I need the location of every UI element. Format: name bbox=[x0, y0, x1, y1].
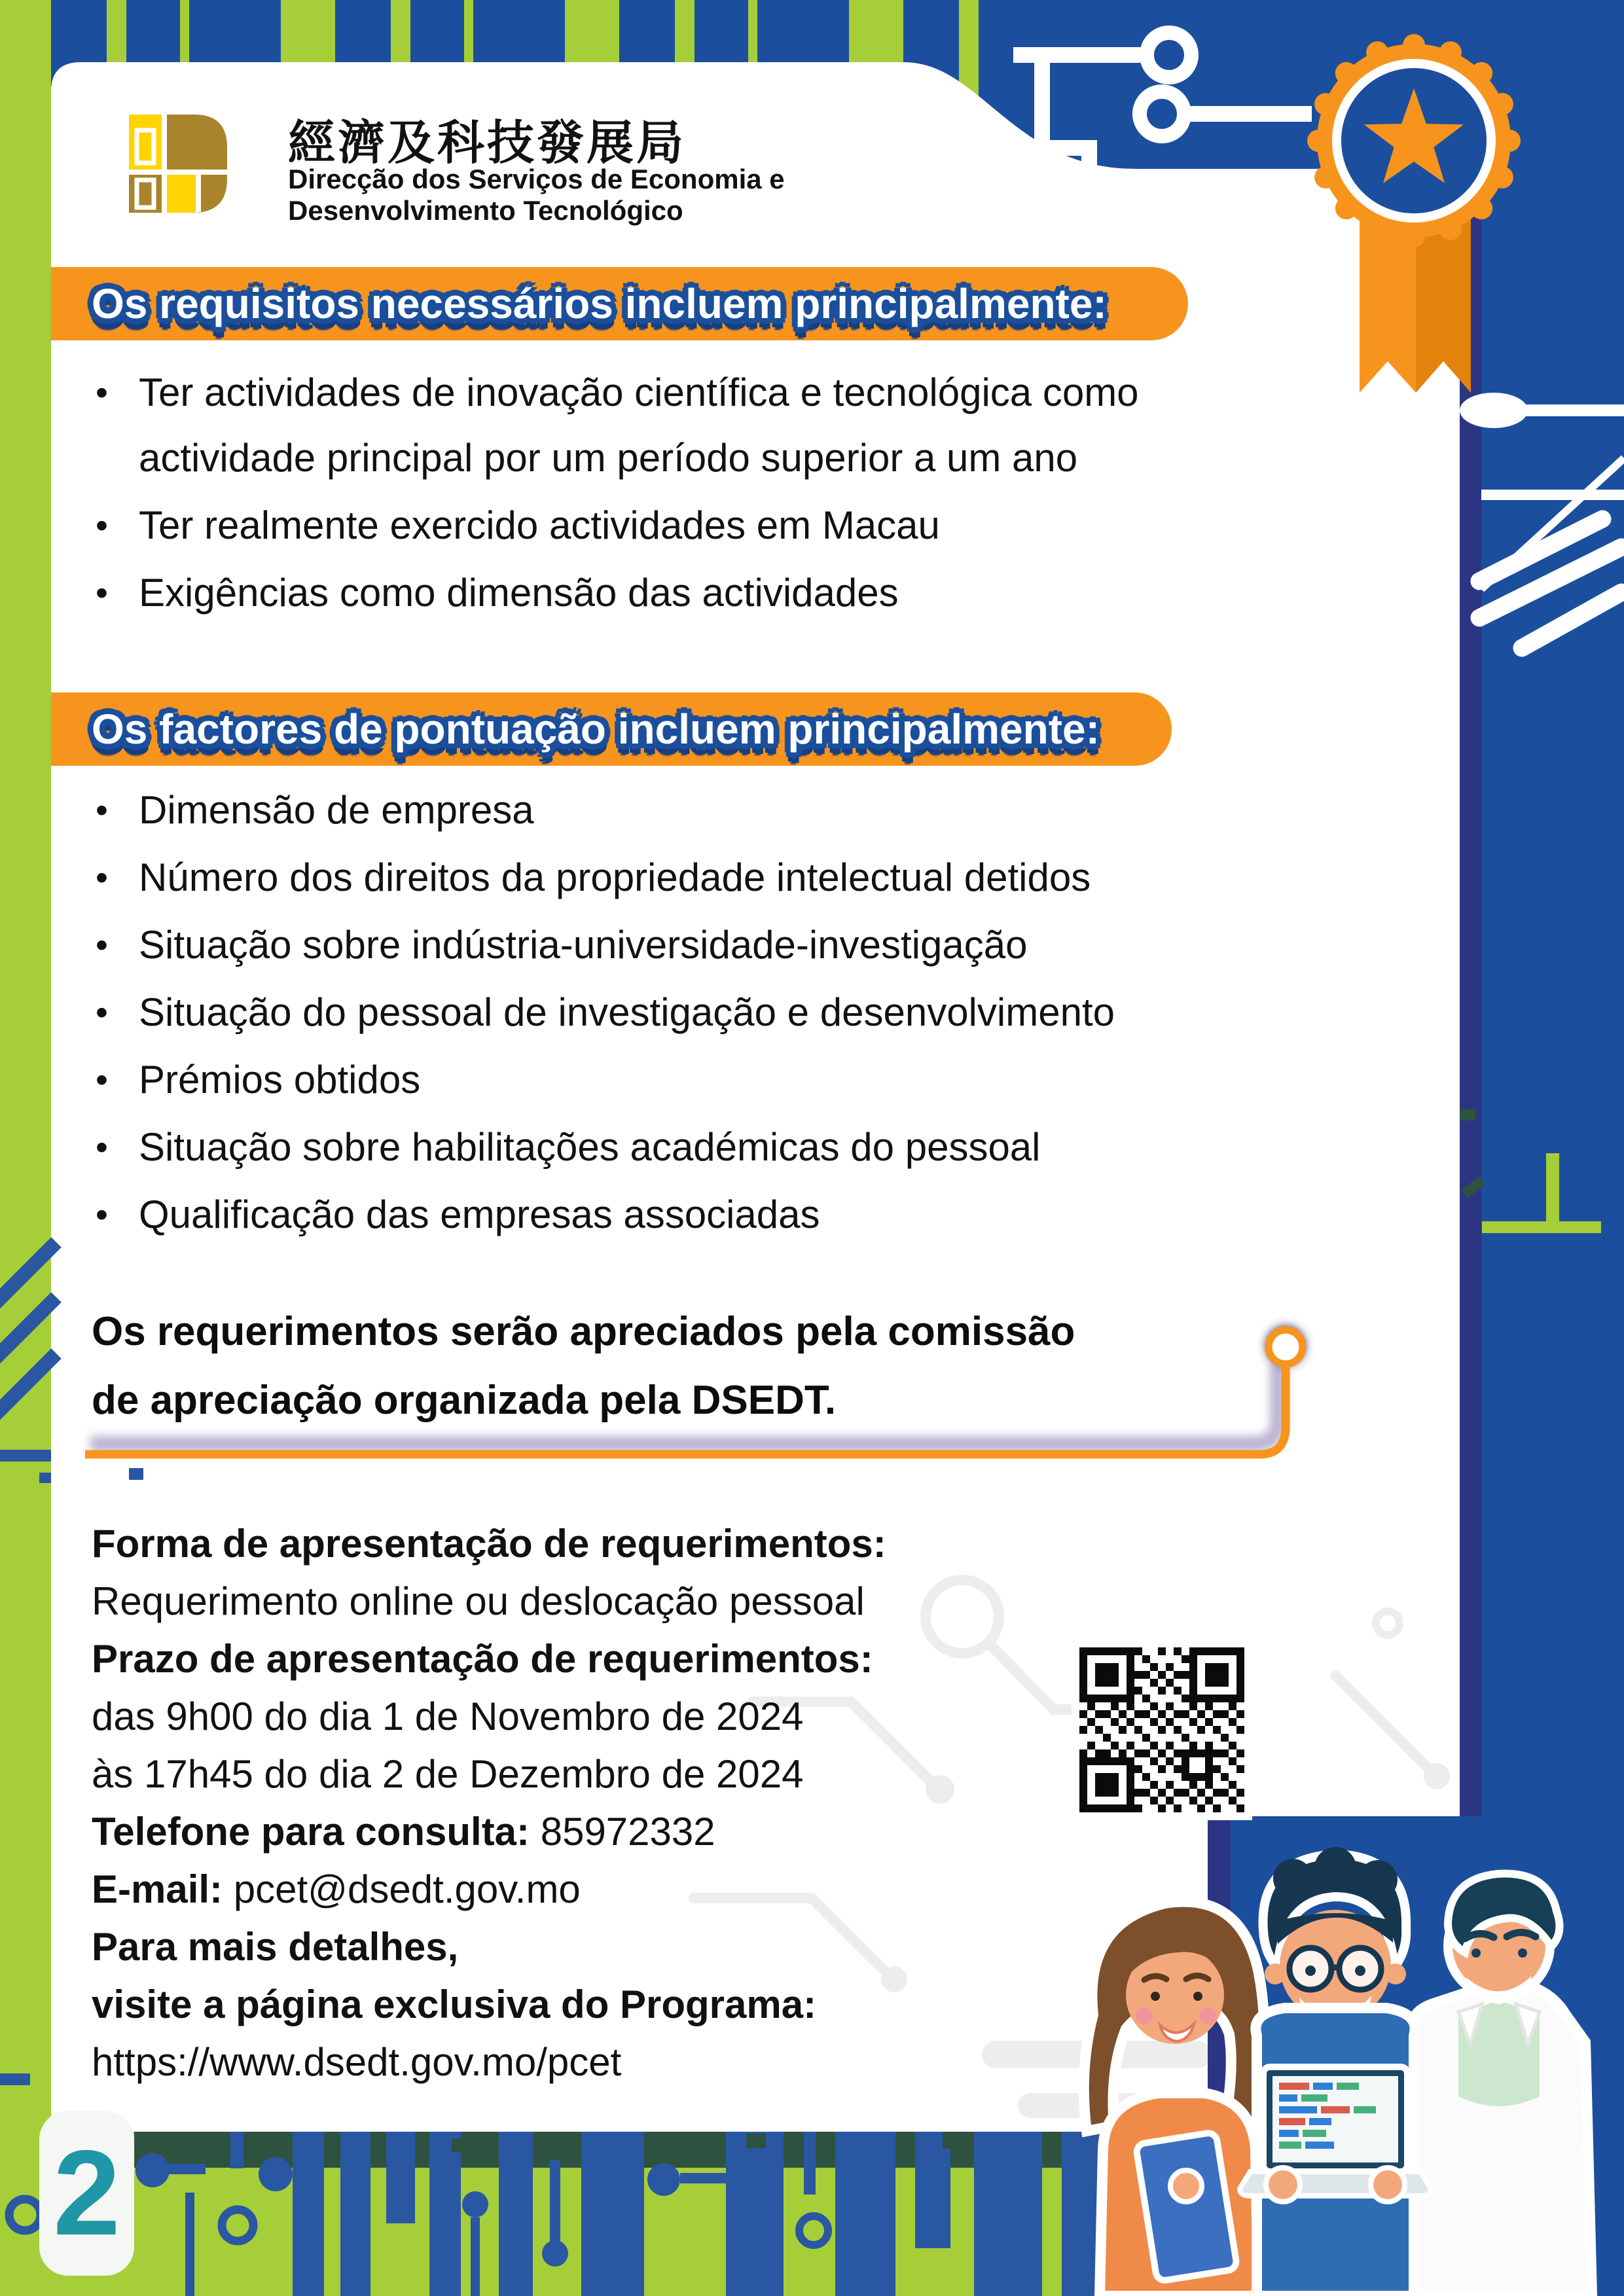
detalhes-line1: Para mais detalhes, bbox=[92, 1925, 459, 1969]
statement-line: de apreciação organizada pela DSEDT. bbox=[92, 1378, 837, 1423]
prazo-value-line1: das 9h00 do dia 1 de Novembro de 2024 bbox=[92, 1695, 804, 1738]
org-name-chinese: 經濟及科技發展局 bbox=[288, 117, 687, 170]
page-number-badge bbox=[39, 2111, 134, 2276]
scientist-figure bbox=[1411, 1874, 1592, 2296]
telefone-value: 85972332 bbox=[540, 1810, 715, 1854]
telefone-line bbox=[92, 1803, 1060, 1861]
telefone-label: Telefone para consulta: bbox=[92, 1810, 530, 1854]
section-title: Os factores de pontuação incluem principalmente: bbox=[92, 706, 1100, 753]
forma-value: Requerimento online ou deslocação pessoal bbox=[92, 1579, 865, 1623]
dsedt-logo bbox=[129, 115, 227, 213]
list-item: • Qualificação das empresas associadas bbox=[92, 1182, 1296, 1247]
email-line bbox=[92, 1861, 1060, 1918]
commission-statement bbox=[92, 1297, 1204, 1435]
list-item: • Situação sobre indústria-universidade-investigação bbox=[92, 912, 1296, 978]
section-title: Os requisitos necessários incluem principalmente: bbox=[92, 280, 1107, 327]
list-item: • Dimensão de empresa bbox=[92, 778, 1296, 843]
developer-figure bbox=[1240, 1847, 1431, 2296]
email-value[interactable]: pcet@dsedt.gov.mo bbox=[233, 1867, 581, 1911]
list-item: • Situação do pessoal de investigação e desenvolvimento bbox=[92, 980, 1296, 1045]
prazo-value-line2: às 17h45 do dia 2 de Dezembro de 2024 bbox=[92, 1752, 804, 1796]
detalhes-line2: visite a página exclusiva do Programa: bbox=[92, 1982, 817, 2026]
org-name-portuguese-line1: Direcção dos Serviços de Economia e bbox=[288, 164, 785, 194]
forma-label: Forma de apresentação de requerimentos: bbox=[92, 1522, 886, 1566]
email-label: E-mail: bbox=[92, 1867, 223, 1911]
team-illustration bbox=[1047, 1818, 1623, 2296]
section-banner-requisitos bbox=[51, 267, 1188, 340]
list-item: • Exigências como dimensão das actividades bbox=[92, 560, 1296, 626]
list-item: • Ter realmente exercido actividades em Macau bbox=[92, 493, 1296, 558]
program-url[interactable]: https://www.dsedt.gov.mo/pcet bbox=[92, 2040, 622, 2084]
statement-line: Os requerimentos serão apreciados pela comissão bbox=[92, 1309, 1075, 1354]
qr-code bbox=[1072, 1640, 1252, 1820]
requisitos-list bbox=[92, 360, 1296, 628]
list-item: • Situação sobre habilitações académicas do pessoal bbox=[92, 1115, 1296, 1180]
prazo-label: Prazo de apresentação de requerimentos: bbox=[92, 1637, 873, 1681]
list-item: • Prémios obtidos bbox=[92, 1047, 1296, 1113]
section-banner-pontuacao bbox=[51, 692, 1172, 766]
contact-info bbox=[92, 1515, 1060, 2091]
list-item: • Número dos direitos da propriedade intelectual detidos bbox=[92, 845, 1296, 910]
woman-figure bbox=[1084, 1902, 1264, 2296]
page-number: 2 bbox=[53, 2126, 120, 2261]
org-name-portuguese-line2: Desenvolvimento Tecnológico bbox=[288, 195, 683, 226]
list-item: • Ter actividades de inovação científica e tecnológica como actividade principal por um período superior a um ano bbox=[92, 360, 1296, 491]
pontuacao-list bbox=[92, 778, 1296, 1249]
